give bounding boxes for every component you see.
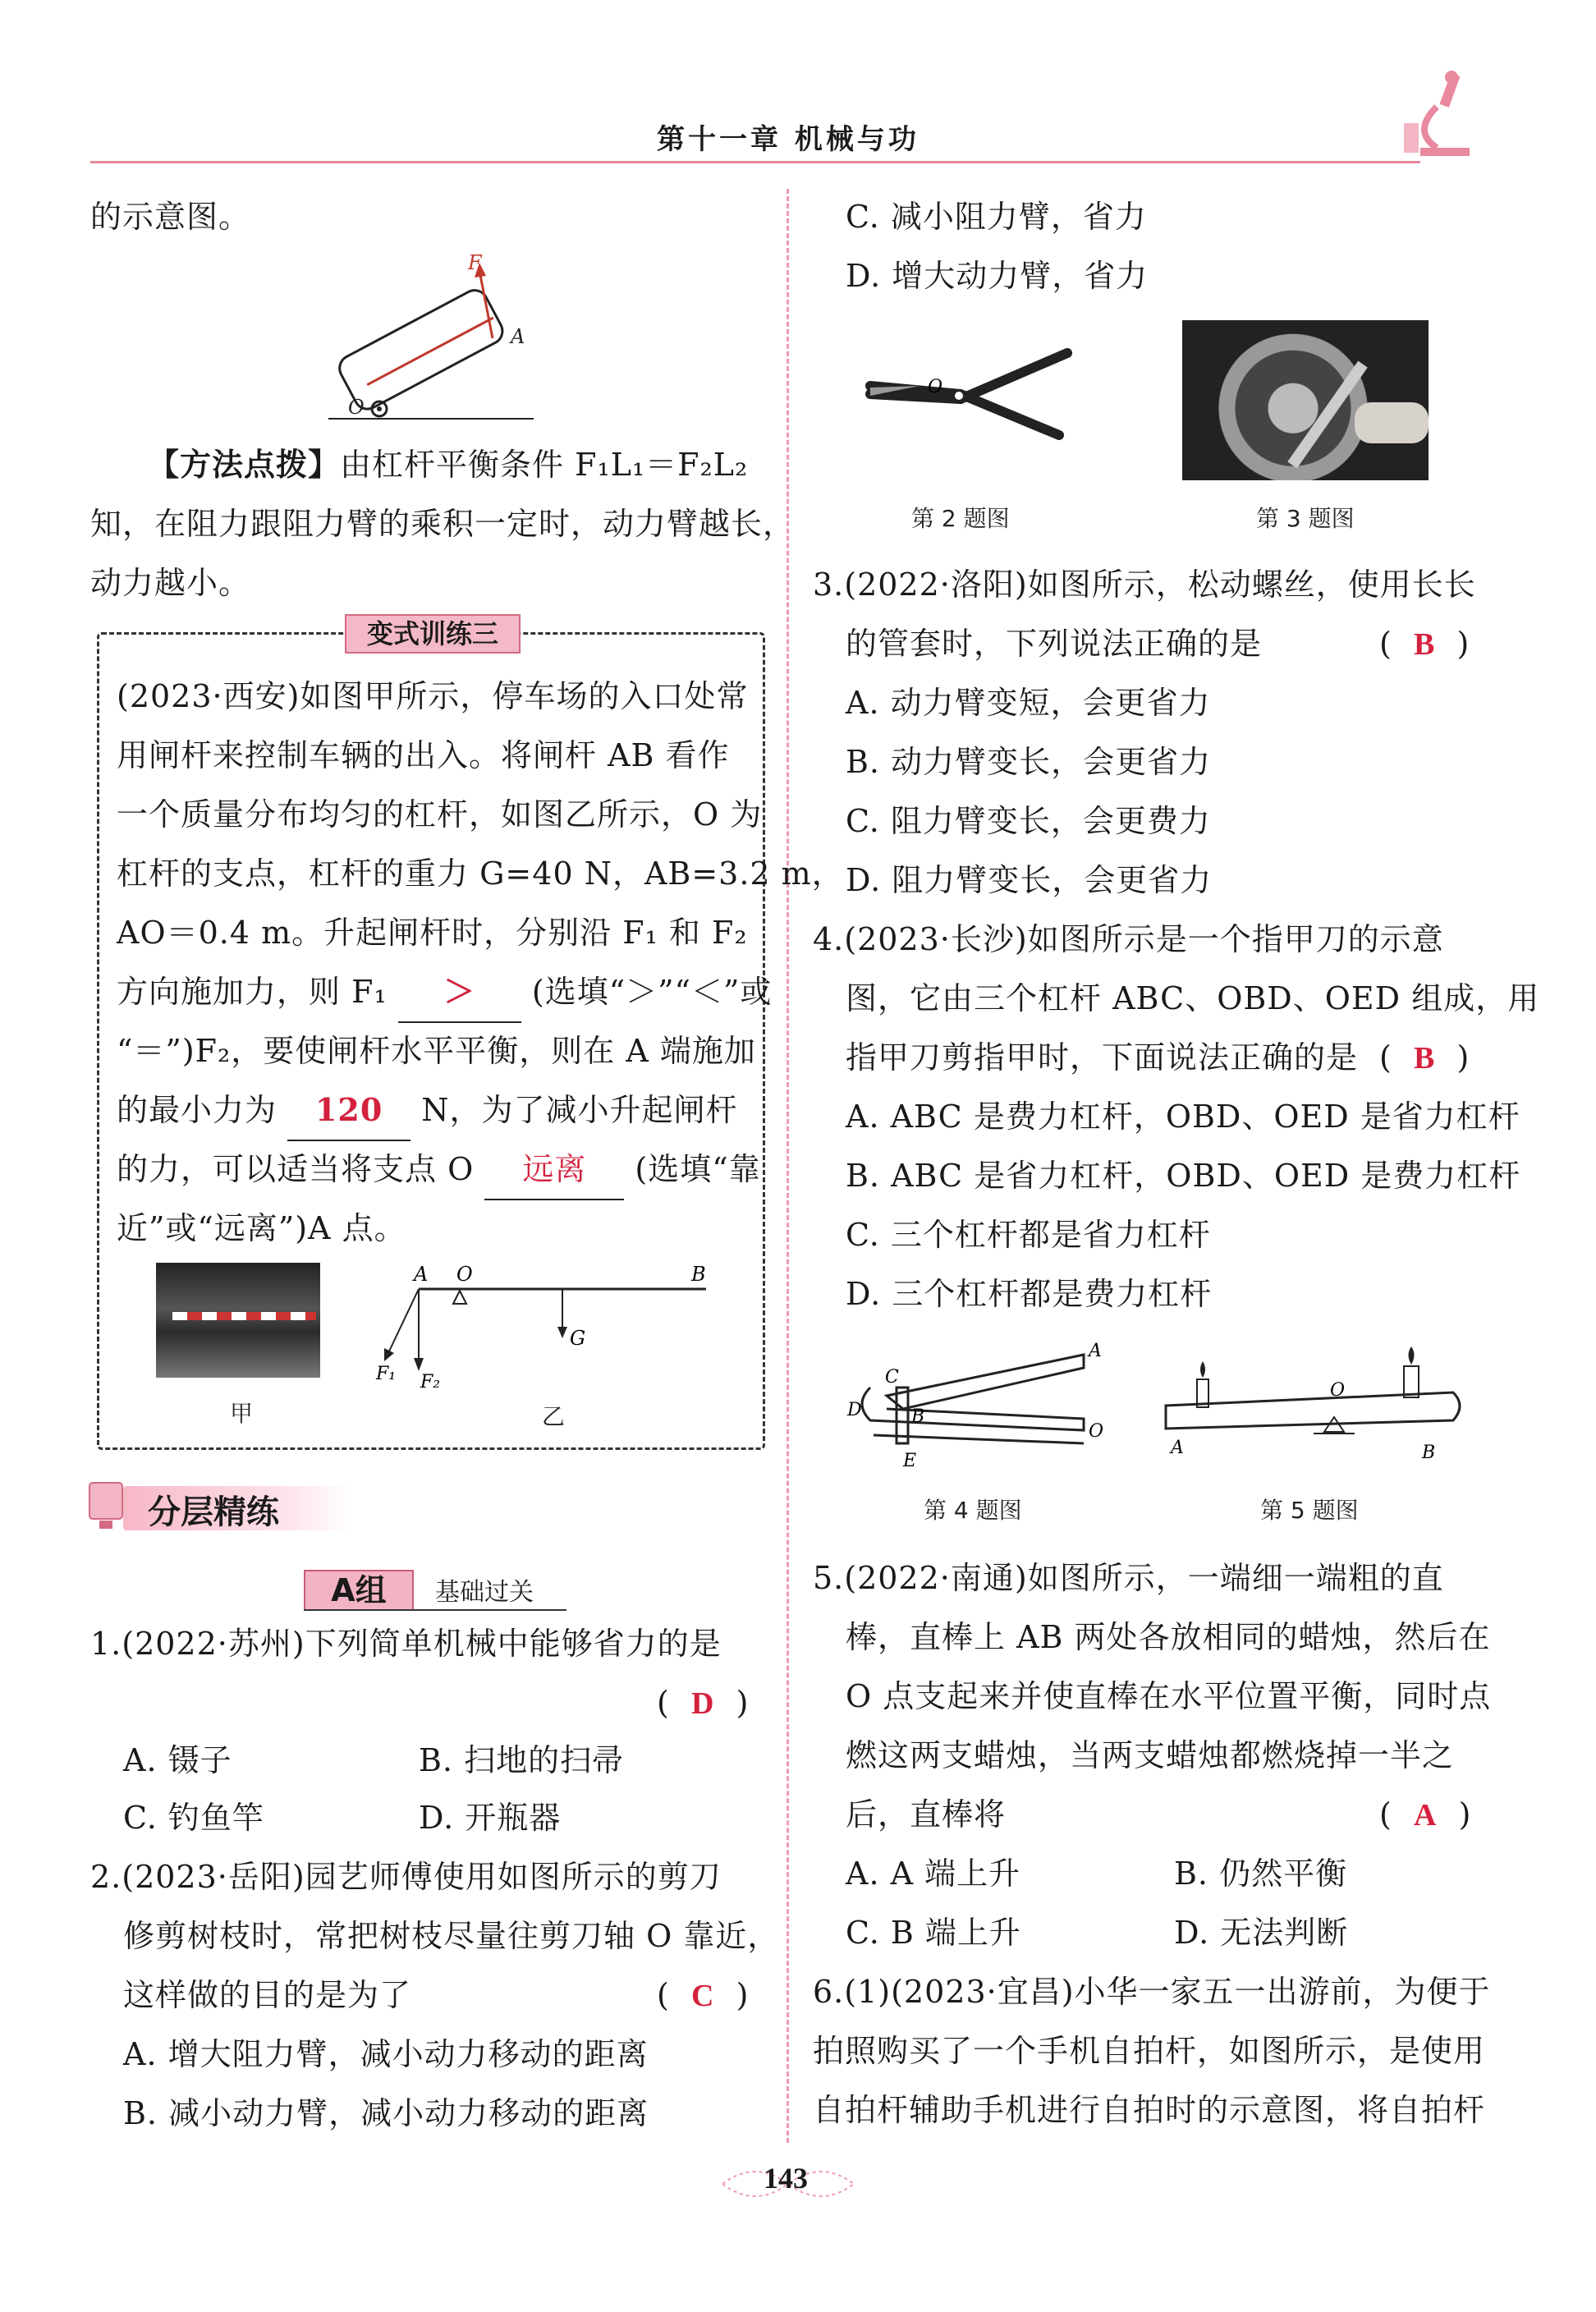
scissors-figure [862, 337, 1075, 452]
gate-label-f1: F₁ [376, 1364, 397, 1384]
q5-option-c: C. B 端上升 [846, 1915, 1021, 1951]
intro-line: 的示意图。 [90, 199, 251, 235]
q3-option-d: D. 阻力臂变长，会更省力 [846, 862, 1213, 898]
q5-option-a: A. A 端上升 [846, 1856, 1021, 1892]
gate-lever-diagram [369, 1256, 714, 1404]
q5-line3: O 点支起来并使直棒在水平位置平衡，同时点 [846, 1678, 1492, 1714]
label-o: O [348, 396, 365, 419]
q5-answer-paren: ( A ) [1379, 1796, 1472, 1833]
q4-option-b: B. ABC 是省力杠杆，OBD、OED 是费力杠杆 [846, 1158, 1521, 1194]
q5-answer: A [1413, 1798, 1438, 1833]
q1-option-b: B. 扫地的扫帚 [419, 1742, 625, 1778]
fig5-label-b: B [1422, 1443, 1436, 1463]
chapter-header: 第十一章 机械与功 [657, 123, 920, 156]
q4-option-a: A. ABC 是费力杠杆，OBD、OED 是省力杠杆 [846, 1099, 1520, 1135]
fig5-label-o: O [1330, 1380, 1346, 1401]
group-subtitle: 基础过关 [435, 1578, 534, 1607]
variation-box-title: 变式训练三 [345, 614, 521, 654]
lever-diagram-top [328, 246, 542, 427]
section-title: 分层精练 [148, 1493, 279, 1531]
q5-option-b: B. 仍然平衡 [1174, 1856, 1348, 1892]
fig4-label-e: E [903, 1451, 917, 1471]
q4-option-c: C. 三个杠杆都是省力杠杆 [846, 1217, 1211, 1253]
box-line9-post: (选填“靠 [635, 1151, 761, 1187]
gate-label-g: G [570, 1327, 586, 1350]
q4-answer-paren: ( B ) [1379, 1039, 1470, 1076]
q1-answer: D [690, 1686, 715, 1721]
box-line6 [117, 962, 772, 1023]
q4-line2: 图，它由三个杠杆 ABC、OBD、OED 组成，用 [846, 980, 1540, 1016]
monitor-icon [86, 1478, 127, 1535]
fig4-label-c: C [885, 1367, 899, 1388]
fig4-label-o: O [1089, 1421, 1104, 1442]
q3-option-b: B. 动力臂变长，会更省力 [846, 744, 1212, 780]
page-number: 143 [764, 2162, 808, 2195]
q3-line1: 3.(2022·洛阳)如图所示，松动螺丝，使用长长 [813, 567, 1476, 603]
candle-rod-figure [1158, 1346, 1470, 1470]
box-line10: 近”或“远离”)A 点。 [117, 1210, 406, 1246]
q6-line2: 拍照购买了一个手机自拍杆，如图所示，是使用 [813, 2033, 1486, 2069]
q1-option-a: A. 镊子 [123, 1742, 232, 1778]
q2-line3: 这样做的目的是为了 [123, 1977, 412, 2013]
q1-stem: 1.(2022·苏州)下列简单机械中能够省力的是 [90, 1626, 722, 1662]
box-line8-pre: 的最小力为 [117, 1092, 277, 1128]
box-line8-post: N，为了减小升起闸杆 [421, 1092, 738, 1128]
q3-option-c: C. 阻力臂变长，会更费力 [846, 803, 1211, 839]
box-line6-post: (选填“＞”“＜”或 [531, 974, 773, 1010]
q5-option-d: D. 无法判断 [1174, 1915, 1349, 1951]
box-line2: 用闸杆来控制车辆的出入。将闸杆 AB 看作 [117, 737, 730, 773]
q2-answer: C [690, 1979, 715, 2013]
q2-option-a: A. 增大阻力臂，减小动力移动的距离 [123, 2036, 649, 2072]
caption-fig4: 第 4 题图 [924, 1497, 1022, 1524]
caption-yi: 乙 [542, 1403, 566, 1430]
q3-answer: B [1413, 627, 1436, 662]
box-line9-pre: 的力，可以适当将支点 O [117, 1151, 475, 1187]
q6-line3: 自拍杆辅助手机进行自拍时的示意图，将自拍杆 [813, 2092, 1486, 2128]
gate-label-a: A [414, 1263, 429, 1286]
column-divider [787, 189, 789, 2143]
answer-blank-2: 120 [287, 1080, 410, 1141]
box-line8 [117, 1080, 737, 1141]
q2-option-d: D. 增大动力臂，省力 [846, 258, 1149, 294]
q4-option-d: D. 三个杠杆都是费力杠杆 [846, 1276, 1213, 1312]
caption-jia: 甲 [230, 1400, 254, 1427]
box-line4: 杠杆的支点，杠杆的重力 G=40 N，AB=3.2 m， [117, 856, 844, 892]
fig4-label-b: B [911, 1406, 925, 1427]
label-f: F [468, 251, 482, 274]
q3-line2: 的管套时，下列说法正确的是 [846, 626, 1263, 662]
gate-label-o: O [456, 1263, 473, 1286]
fig4-label-a: A [1089, 1341, 1102, 1361]
box-line3: 一个质量分布均匀的杠杆，如图乙所示，O 为 [117, 796, 763, 833]
caption-fig2: 第 2 题图 [911, 505, 1010, 532]
q5-line4: 燃这两支蜡烛，当两支蜡烛都燃烧掉一半之 [846, 1737, 1455, 1773]
q2-answer-paren: ( C ) [657, 1977, 750, 2013]
label-a: A [511, 325, 525, 348]
group-tag: A组 [304, 1570, 414, 1611]
q2-option-b: B. 减小动力臂，减小动力移动的距离 [123, 2095, 649, 2131]
microscope-icon [1387, 66, 1486, 164]
q5-line5: 后，直棒将 [846, 1796, 1007, 1833]
caption-fig5: 第 5 题图 [1260, 1497, 1359, 1524]
method-line2: 知，在阻力跟阻力臂的乘积一定时，动力臂越长， [90, 506, 796, 542]
q1-answer-paren: ( D ) [657, 1685, 750, 1721]
box-line6-pre: 方向施加力，则 F₁ [117, 974, 388, 1010]
box-line7: “＝”)F₂，要使闸杆水平平衡，则在 A 端施加 [117, 1033, 756, 1069]
method-line3: 动力越小。 [90, 565, 251, 601]
answer-blank-1: ＞ [398, 962, 521, 1023]
q2-option-c: C. 减小阻力臂，省力 [846, 199, 1147, 235]
q4-line1: 4.(2023·长沙)如图所示是一个指甲刀的示意 [813, 921, 1444, 957]
box-line9 [117, 1140, 761, 1200]
gate-label-f2: F₂ [420, 1372, 441, 1392]
q2-line1: 2.(2023·岳阳)园艺师傅使用如图所示的剪刀 [90, 1859, 722, 1895]
q5-line2: 棒，直棒上 AB 两处各放相同的蜡烛，然后在 [846, 1619, 1491, 1655]
answer-blank-3: 远离 [484, 1140, 624, 1200]
box-line5: AO＝0.4 m。升起闸杆时，分别沿 F₁ 和 F₂ [117, 915, 748, 951]
q3-answer-paren: ( B ) [1379, 626, 1470, 662]
parking-gate-photo [156, 1263, 320, 1378]
q6-line1: 6.(1)(2023·宜昌)小华一家五一出游前，为便于 [813, 1974, 1491, 2010]
gate-label-b: B [691, 1263, 706, 1286]
q4-line3: 指甲刀剪指甲时，下面说法正确的是 [846, 1039, 1359, 1076]
group-rule [304, 1609, 566, 1611]
header-rule [90, 161, 1420, 163]
method-label: 【方法点拨】 [148, 446, 341, 483]
q5-line1: 5.(2022·南通)如图所示，一端细一端粗的直 [813, 1560, 1444, 1596]
caption-fig3: 第 3 题图 [1256, 505, 1355, 532]
fig2-label-o: O [928, 377, 943, 397]
q1-option-d: D. 开瓶器 [419, 1800, 562, 1836]
box-line1: (2023·西安)如图甲所示，停车场的入口处常 [117, 678, 749, 714]
nail-clipper-figure [837, 1330, 1117, 1478]
wheel-wrench-photo [1182, 320, 1429, 480]
fig5-label-a: A [1171, 1438, 1184, 1458]
method-line1 [148, 435, 748, 494]
q1-option-c: C. 钓鱼竿 [123, 1800, 264, 1836]
method-text1: 由杠杆平衡条件 F₁L₁＝F₂L₂ [340, 447, 749, 483]
fig4-label-d: D [847, 1400, 862, 1420]
q2-line2: 修剪树枝时，常把树枝尽量往剪刀轴 O 靠近， [123, 1918, 780, 1954]
q3-option-a: A. 动力臂变短，会更省力 [846, 685, 1211, 721]
q4-answer: B [1413, 1041, 1436, 1076]
